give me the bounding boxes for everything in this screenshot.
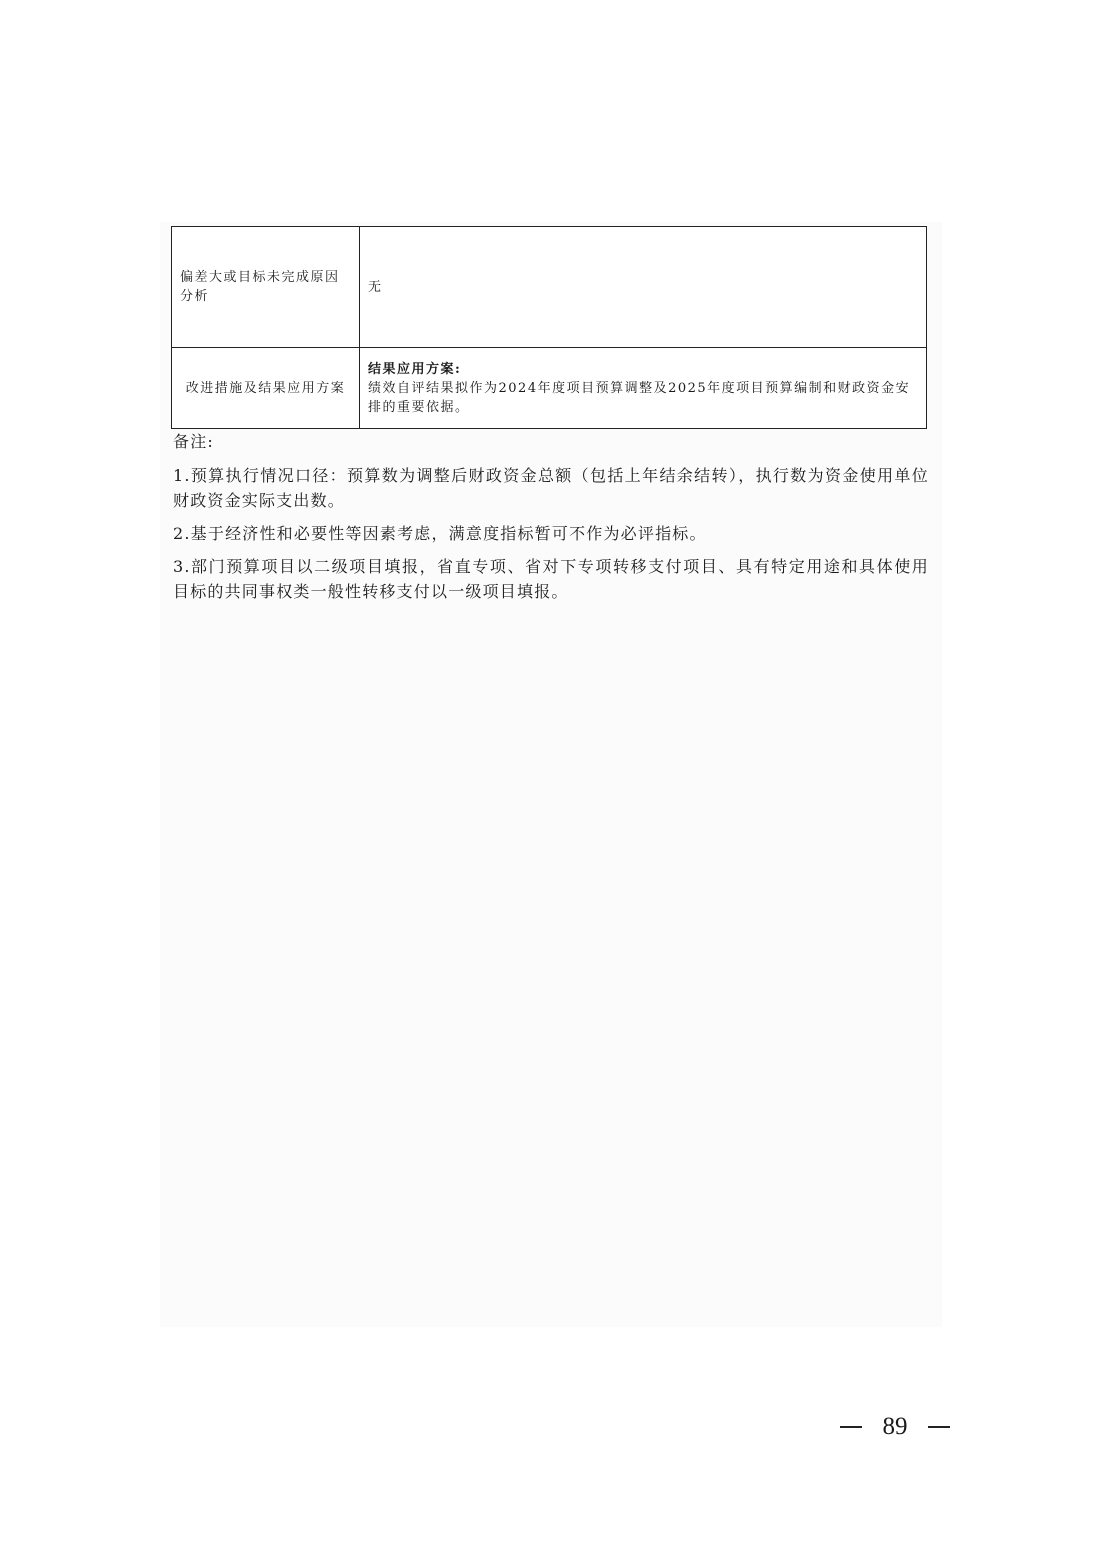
page-dash-left [840, 1426, 862, 1428]
row-value-improvement-measures [360, 348, 927, 429]
row-label-improvement-measures: 改进措施及结果应用方案 [172, 348, 360, 429]
result-application-heading: 结果应用方案: [368, 361, 462, 377]
table-row [172, 227, 927, 348]
note-item-2: 2.基于经济性和必要性等因素考虑，满意度指标暂可不作为必评指标。 [173, 524, 707, 543]
page-number: 89 [882, 1413, 908, 1440]
note-item-1: 1.预算执行情况口径：预算数为调整后财政资金总额（包括上年结余结转），执行数为资金使用单位财政资金实际支出数。 [173, 466, 929, 510]
table-row [172, 348, 927, 429]
notes-section [173, 431, 929, 612]
row-label-deviation-analysis: 偏差大或目标未完成原因分析 [172, 227, 360, 348]
page-footer [840, 1410, 950, 1444]
row-value-deviation-analysis: 无 [360, 227, 927, 348]
evaluation-table [171, 226, 927, 429]
note-item-3: 3.部门预算项目以二级项目填报，省直专项、省对下专项转移支付项目、具有特定用途和具体使用目标的共同事权类一般性转移支付以一级项目填报。 [173, 557, 929, 601]
result-application-text: 绩效自评结果拟作为2024年度项目预算调整及2025年度项目预算编制和财政资金安排的重要依据。 [368, 380, 911, 415]
notes-title: 备注: [173, 432, 214, 451]
page-dash-right [928, 1426, 950, 1428]
